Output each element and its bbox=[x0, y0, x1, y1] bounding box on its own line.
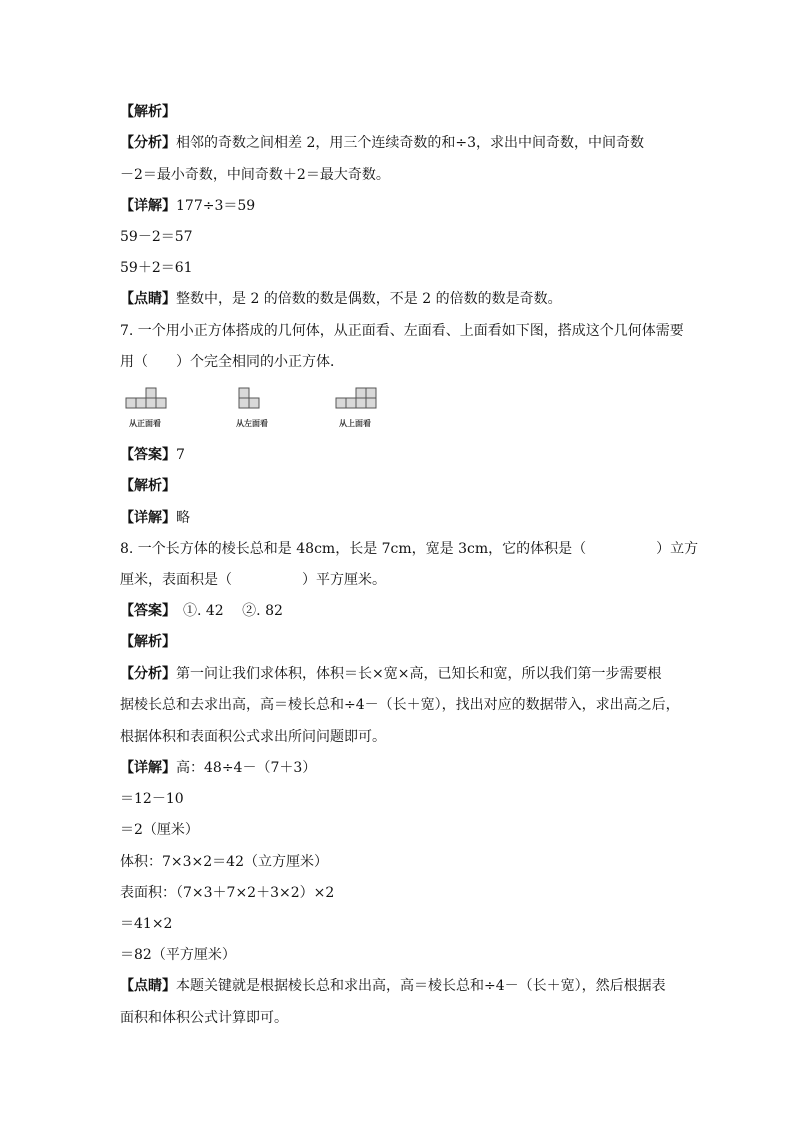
line-text: ＝2（厘米） bbox=[120, 822, 199, 838]
text-line bbox=[120, 790, 184, 808]
line-text: 本题关键就是根据棱长总和求出高，高＝棱长总和÷4－（长＋宽），然后根据表 bbox=[176, 978, 666, 994]
text-line bbox=[120, 322, 684, 340]
text-line bbox=[120, 259, 193, 277]
line-text: 体积：7×3×2＝42（立方厘米） bbox=[120, 854, 328, 870]
line-text: 7. 一个用小正方体搭成的几何体，从正面看、左面看、上面看如下图，搭成这个几何体需要 bbox=[120, 323, 684, 339]
line-text: 第一问让我们求体积，体积＝长×宽×高，已知长和宽，所以我们第一步需要根 bbox=[176, 666, 662, 682]
line-text: 略 bbox=[176, 510, 190, 526]
section-tag: 【答案】 bbox=[120, 603, 169, 619]
text-line bbox=[120, 197, 255, 215]
text-line bbox=[120, 228, 193, 246]
section-tag: 【解析】 bbox=[120, 634, 176, 650]
text-line bbox=[120, 728, 386, 746]
section-tag: 【详解】 bbox=[120, 760, 176, 776]
front-view bbox=[125, 384, 169, 428]
text-line bbox=[120, 884, 334, 902]
text-line bbox=[120, 915, 172, 933]
three-views-figure bbox=[120, 384, 420, 434]
line-text: 整数中，是 2 的倍数的数是偶数，不是 2 的倍数的数是奇数。 bbox=[176, 291, 562, 307]
line-text: 据棱长总和去求出高，高＝棱长总和÷4－（长＋宽），找出对应的数据带入，求出高之后， bbox=[120, 697, 680, 713]
cube-square bbox=[356, 398, 366, 408]
text-line bbox=[120, 134, 644, 152]
text-line bbox=[120, 290, 562, 308]
cube-square bbox=[366, 398, 376, 408]
section-tag: 【点睛】 bbox=[120, 291, 176, 307]
front-view-drawing bbox=[125, 384, 169, 414]
text-line bbox=[120, 665, 661, 683]
section-tag: 【分析】 bbox=[120, 135, 176, 151]
text-line bbox=[120, 633, 176, 651]
section-tag: 【详解】 bbox=[120, 510, 176, 526]
line-text: 高：48÷4－（7＋3） bbox=[176, 760, 317, 776]
line-text: 8. 一个长方体的棱长总和是 48cm，长是 7cm，宽是 3cm，它的体积是（ ）立方 bbox=[120, 541, 699, 557]
line-text: ＝12－10 bbox=[120, 791, 184, 807]
line-text: 7 bbox=[176, 447, 185, 463]
line-text: ①. 42 ②. 82 bbox=[169, 603, 283, 619]
text-line bbox=[120, 759, 316, 777]
text-line bbox=[120, 353, 344, 371]
text-line bbox=[120, 853, 328, 871]
left-view bbox=[236, 384, 268, 428]
section-tag: 【解析】 bbox=[120, 104, 176, 120]
cube-square bbox=[156, 398, 166, 408]
top-view-label: 从上面看 bbox=[339, 419, 371, 428]
line-text: ＝41×2 bbox=[120, 916, 173, 932]
text-line bbox=[120, 946, 236, 964]
line-text: 用（ ）个完全相同的小正方体． bbox=[120, 354, 344, 370]
cube-square bbox=[366, 388, 376, 398]
text-line bbox=[120, 166, 390, 184]
line-text: 59＋2＝61 bbox=[120, 260, 193, 276]
line-text: 根据体积和表面积公式求出所问问题即可。 bbox=[120, 729, 386, 745]
section-tag: 【点睛】 bbox=[120, 978, 176, 994]
front-view-label: 从正面看 bbox=[129, 419, 161, 428]
line-text: 相邻的奇数之间相差 2，用三个连续奇数的和÷3，求出中间奇数，中间奇数 bbox=[176, 135, 644, 151]
section-tag: 【分析】 bbox=[120, 666, 176, 682]
text-line bbox=[120, 446, 185, 464]
section-tag: 【答案】 bbox=[120, 447, 176, 463]
text-line bbox=[120, 1009, 288, 1027]
text-line bbox=[120, 477, 176, 495]
text-line bbox=[120, 602, 283, 620]
cube-square bbox=[146, 388, 156, 398]
text-line bbox=[120, 509, 190, 527]
line-text: 厘米，表面积是（ ）平方厘米。 bbox=[120, 572, 386, 588]
left-view-drawing bbox=[237, 384, 267, 414]
line-text: 表面积：（7×3＋7×2＋3×2）×2 bbox=[120, 885, 335, 901]
cube-square bbox=[346, 398, 356, 408]
cube-square bbox=[356, 388, 366, 398]
cube-square bbox=[126, 398, 136, 408]
text-line bbox=[120, 571, 386, 589]
text-line bbox=[120, 821, 199, 839]
cube-square bbox=[239, 398, 249, 408]
line-text: －2＝最小奇数，中间奇数＋2＝最大奇数。 bbox=[120, 167, 390, 183]
line-text: 177÷3＝59 bbox=[176, 198, 256, 214]
text-line bbox=[120, 540, 698, 558]
top-view bbox=[335, 384, 381, 428]
left-view-label: 从左面看 bbox=[236, 419, 268, 428]
cube-square bbox=[239, 388, 249, 398]
cube-square bbox=[336, 398, 346, 408]
text-line bbox=[120, 696, 680, 714]
cube-square bbox=[146, 398, 156, 408]
line-text: 59－2＝57 bbox=[120, 229, 193, 245]
cube-square bbox=[249, 398, 259, 408]
text-line bbox=[120, 977, 666, 995]
section-tag: 【详解】 bbox=[120, 198, 176, 214]
cube-square bbox=[136, 398, 146, 408]
top-view-drawing bbox=[335, 384, 381, 414]
line-text: 面积和体积公式计算即可。 bbox=[120, 1010, 288, 1026]
section-tag: 【解析】 bbox=[120, 478, 176, 494]
text-line bbox=[120, 103, 176, 121]
line-text: ＝82（平方厘米） bbox=[120, 947, 236, 963]
